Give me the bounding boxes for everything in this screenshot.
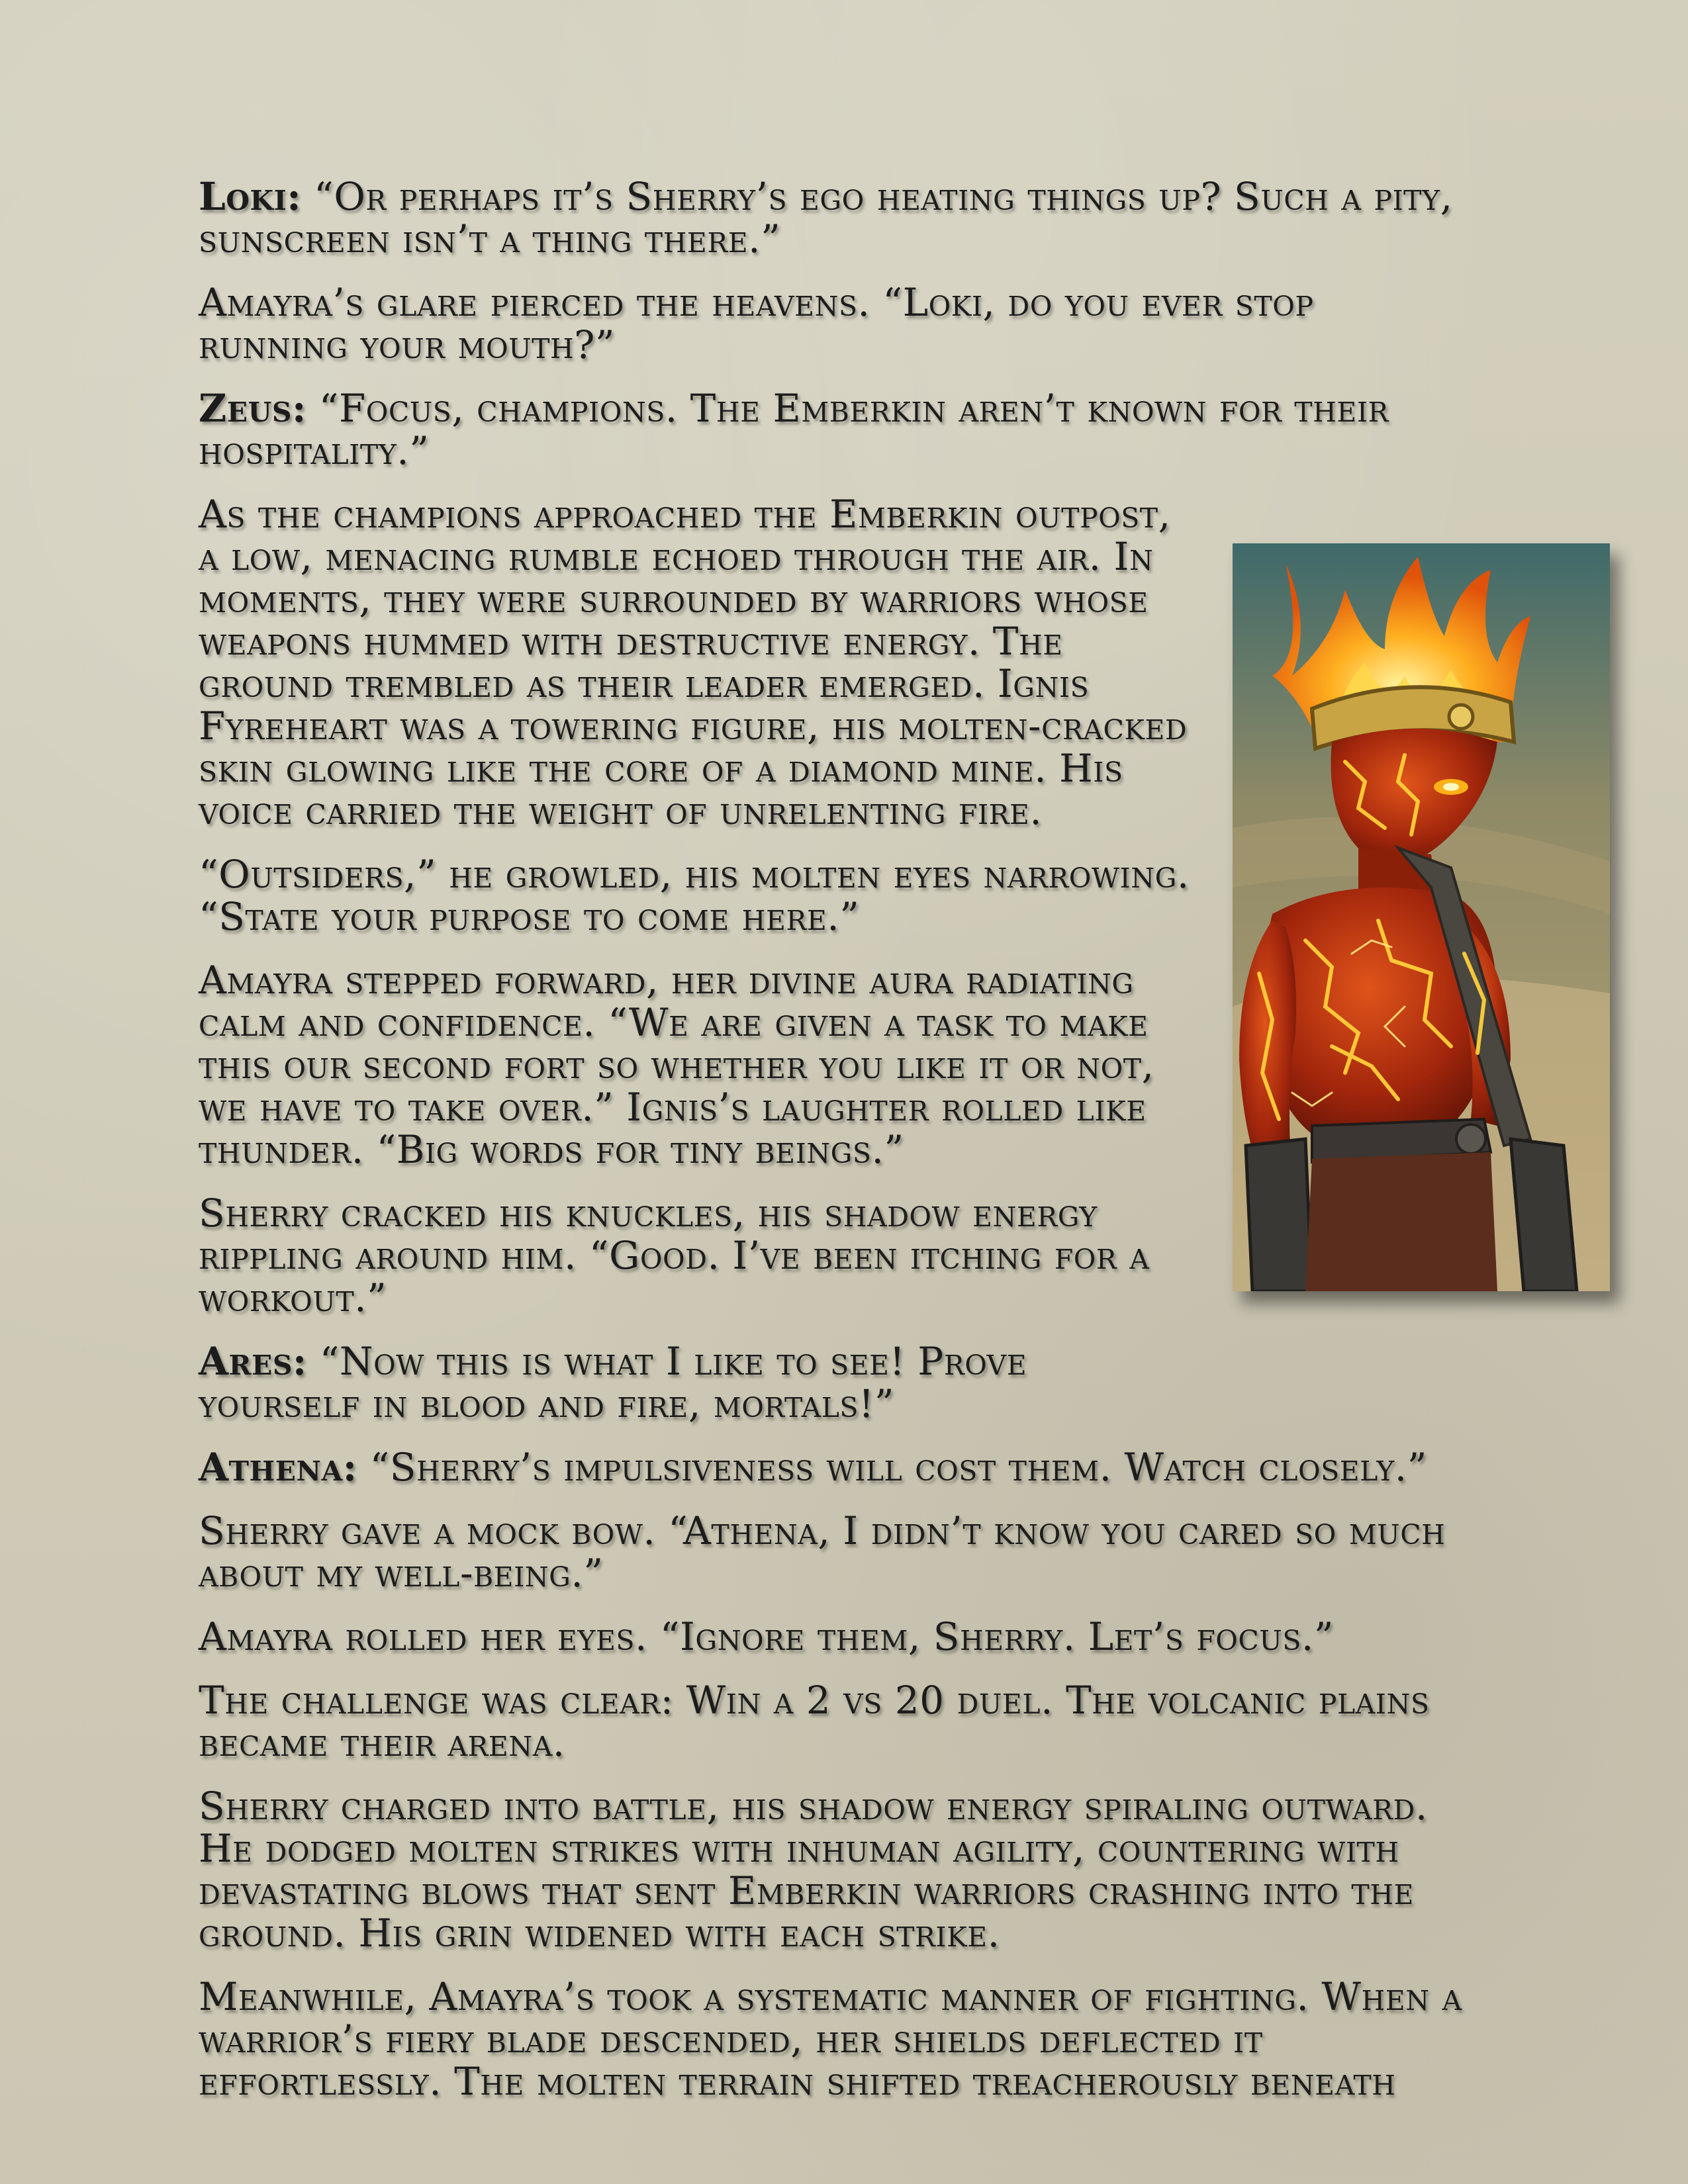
speaker-name: Athena:: [199, 1445, 357, 1490]
paragraph: [199, 1679, 1463, 1764]
paragraph-text: As the champions approached the Emberkin outpost, a low, menacing rumble echoed through the air. In moments, they were surrounded by warriors whose weapons hummed with destructive energy. The ground trembled as their leader emerged. Ignis Fyreheart was a towering figure, his molten-cracked skin glowing like the core of a diamond mine. His voice carried the weight of unrelenting fire.: [199, 492, 1188, 833]
paragraph: [199, 493, 1192, 832]
paragraph-loki: [199, 175, 1463, 260]
paragraph-ares: [199, 1340, 1192, 1425]
ignis-fyreheart-portrait: [1233, 543, 1610, 1291]
paragraph-text: Sherry gave a mock bow. “Athena, I didn’t know you cared so much about my well-being.”: [199, 1508, 1446, 1596]
paragraph-text: “Focus, champions. The Emberkin aren’t known for their hospitality.”: [199, 386, 1389, 473]
paragraph: [199, 1510, 1463, 1594]
paragraph: [199, 1192, 1192, 1319]
speaker-name: Loki:: [199, 174, 302, 219]
paragraph: [199, 281, 1463, 366]
paragraph-text: Amayra rolled her eyes. “Ignore them, Sherry. Let’s focus.”: [199, 1614, 1335, 1659]
paragraph: [199, 959, 1192, 1171]
paragraph-text: The challenge was clear: Win a 2 vs 20 duel. The volcanic plains became their arena.: [199, 1678, 1430, 1765]
paragraph: [199, 1615, 1463, 1658]
speaker-name: Zeus:: [199, 386, 306, 431]
paragraph-text: “Or perhaps it’s Sherry’s ego heating things up? Such a pity, sunscreen isn’t a thing there.”: [199, 174, 1453, 261]
paragraph-athena: [199, 1446, 1463, 1488]
paragraph: [199, 1785, 1463, 1954]
paragraph-text: Amayra stepped forward, her divine aura radiating calm and confidence. “We are given a task to make this our second fort so whether you like it or not, we have to take over.” Ignis’s laughter rolled like thunder. “Big words for tiny beings.”: [199, 958, 1154, 1172]
paragraph-text: Meanwhile, Amayra’s took a systematic manner of fighting. When a warrior’s fiery blade descended, her shields deflected it effortlessly. The molten terrain shifted treacherously beneath: [199, 1974, 1462, 2104]
paragraph-text: “Sherry’s impulsiveness will cost them. Watch closely.”: [357, 1445, 1427, 1490]
speaker-name: Ares:: [199, 1339, 307, 1384]
paragraph-text: Amayra’s glare pierced the heavens. “Loki, do you ever stop running your mouth?”: [199, 280, 1314, 367]
paragraph-text: “Now this is what I like to see! Prove yourself in blood and fire, mortals!”: [199, 1339, 1027, 1426]
paragraph: [199, 853, 1192, 938]
paragraph: [199, 1976, 1463, 2103]
paragraph-text: Sherry charged into battle, his shadow energy spiraling outward. He dodged molten strikes with inhuman agility, countering with devastating blows that sent Emberkin warriors crashing into the ground. His grin widened with each strike.: [199, 1784, 1428, 1956]
paragraph-text: Sherry cracked his knuckles, his shadow energy rippling around him. “Good. I’ve been itching for a workout.”: [199, 1191, 1150, 1320]
paragraph-text: “Outsiders,” he growled, his molten eyes narrowing. “State your purpose to come here.”: [199, 852, 1190, 939]
paragraph-zeus: [199, 387, 1463, 472]
